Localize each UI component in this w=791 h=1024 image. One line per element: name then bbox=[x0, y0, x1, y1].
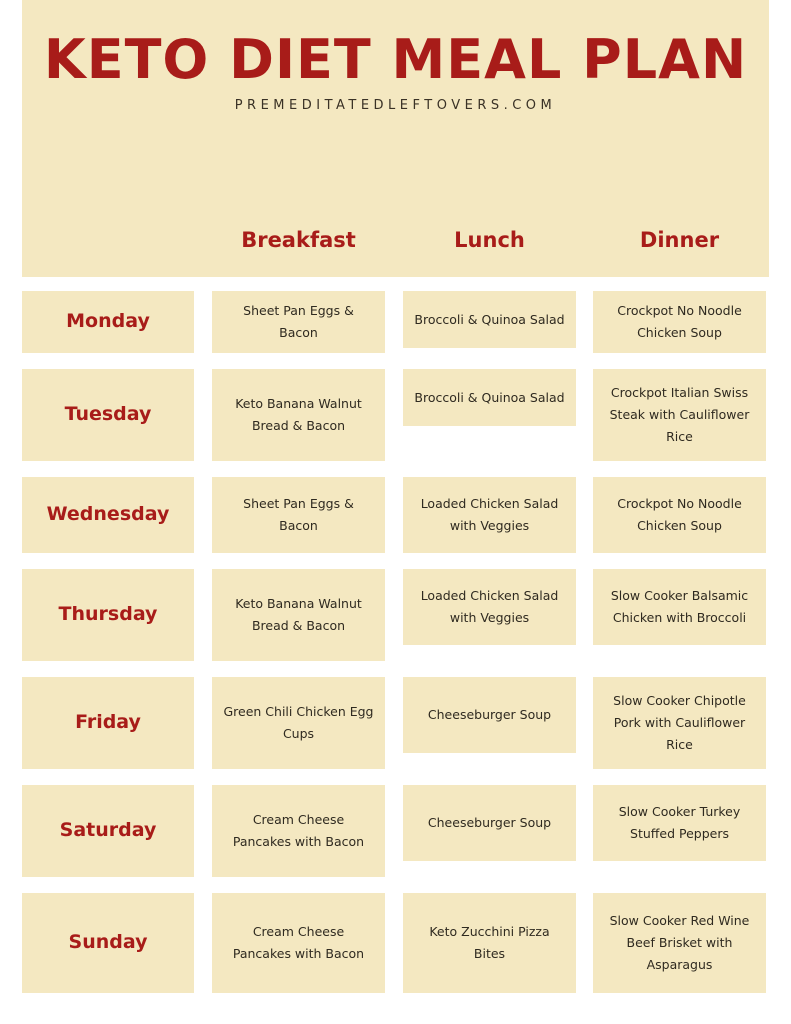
meal-cell-sunday-dinner: Slow Cooker Red Wine Beef Brisket with Asparagus bbox=[593, 893, 766, 993]
meal-cell-wednesday-lunch: Loaded Chicken Salad with Veggies bbox=[403, 477, 576, 553]
day-label-tuesday: Tuesday bbox=[22, 369, 194, 461]
meal-cell-tuesday-breakfast: Keto Banana Walnut Bread & Bacon bbox=[212, 369, 385, 461]
column-header-dinner: Dinner bbox=[639, 228, 720, 252]
meal-cell-monday-dinner: Crockpot No Noodle Chicken Soup bbox=[593, 291, 766, 353]
table-row bbox=[22, 677, 769, 769]
meal-cell-wednesday-breakfast: Sheet Pan Eggs & Bacon bbox=[212, 477, 385, 553]
meal-cell-monday-lunch: Broccoli & Quinoa Salad bbox=[403, 291, 576, 348]
table-row bbox=[22, 569, 769, 661]
meal-cell-friday-dinner: Slow Cooker Chipotle Pork with Cauliflower Rice bbox=[593, 677, 766, 769]
meal-cell-thursday-dinner: Slow Cooker Balsamic Chicken with Broccoli bbox=[593, 569, 766, 645]
meal-cell-tuesday-dinner: Crockpot Italian Swiss Steak with Cauliflower Rice bbox=[593, 369, 766, 461]
meal-cell-monday-breakfast: Sheet Pan Eggs & Bacon bbox=[212, 291, 385, 353]
meal-cell-friday-lunch: Cheeseburger Soup bbox=[403, 677, 576, 753]
meal-cell-thursday-breakfast: Keto Banana Walnut Bread & Bacon bbox=[212, 569, 385, 661]
day-label-sunday: Sunday bbox=[22, 893, 194, 993]
day-label-monday: Monday bbox=[22, 291, 194, 353]
meal-cell-saturday-dinner: Slow Cooker Turkey Stuffed Peppers bbox=[593, 785, 766, 861]
day-label-wednesday: Wednesday bbox=[22, 477, 194, 553]
day-label-saturday: Saturday bbox=[22, 785, 194, 877]
meal-cell-sunday-breakfast: Cream Cheese Pancakes with Bacon bbox=[212, 893, 385, 993]
column-headers bbox=[22, 228, 769, 270]
table-row bbox=[22, 291, 769, 353]
meal-cell-saturday-lunch: Cheeseburger Soup bbox=[403, 785, 576, 861]
table-row bbox=[22, 369, 769, 461]
meal-cell-thursday-lunch: Loaded Chicken Salad with Veggies bbox=[403, 569, 576, 645]
meal-cell-sunday-lunch: Keto Zucchini Pizza Bites bbox=[403, 893, 576, 993]
day-label-friday: Friday bbox=[22, 677, 194, 769]
meal-cell-tuesday-lunch: Broccoli & Quinoa Salad bbox=[403, 369, 576, 426]
table-row bbox=[22, 785, 769, 877]
column-header-breakfast: Breakfast bbox=[241, 228, 356, 252]
page-title: KETO DIET MEAL PLAN bbox=[43, 28, 748, 91]
meal-cell-wednesday-dinner: Crockpot No Noodle Chicken Soup bbox=[593, 477, 766, 553]
column-header-lunch: Lunch bbox=[454, 228, 525, 252]
table-row bbox=[22, 477, 769, 553]
day-label-thursday: Thursday bbox=[22, 569, 194, 661]
table-row bbox=[22, 893, 769, 993]
site-attribution: PREMEDITATEDLEFTOVERS.COM bbox=[234, 98, 557, 113]
meal-cell-friday-breakfast: Green Chili Chicken Egg Cups bbox=[212, 677, 385, 769]
meal-cell-saturday-breakfast: Cream Cheese Pancakes with Bacon bbox=[212, 785, 385, 877]
meal-plan-grid bbox=[22, 291, 769, 1009]
